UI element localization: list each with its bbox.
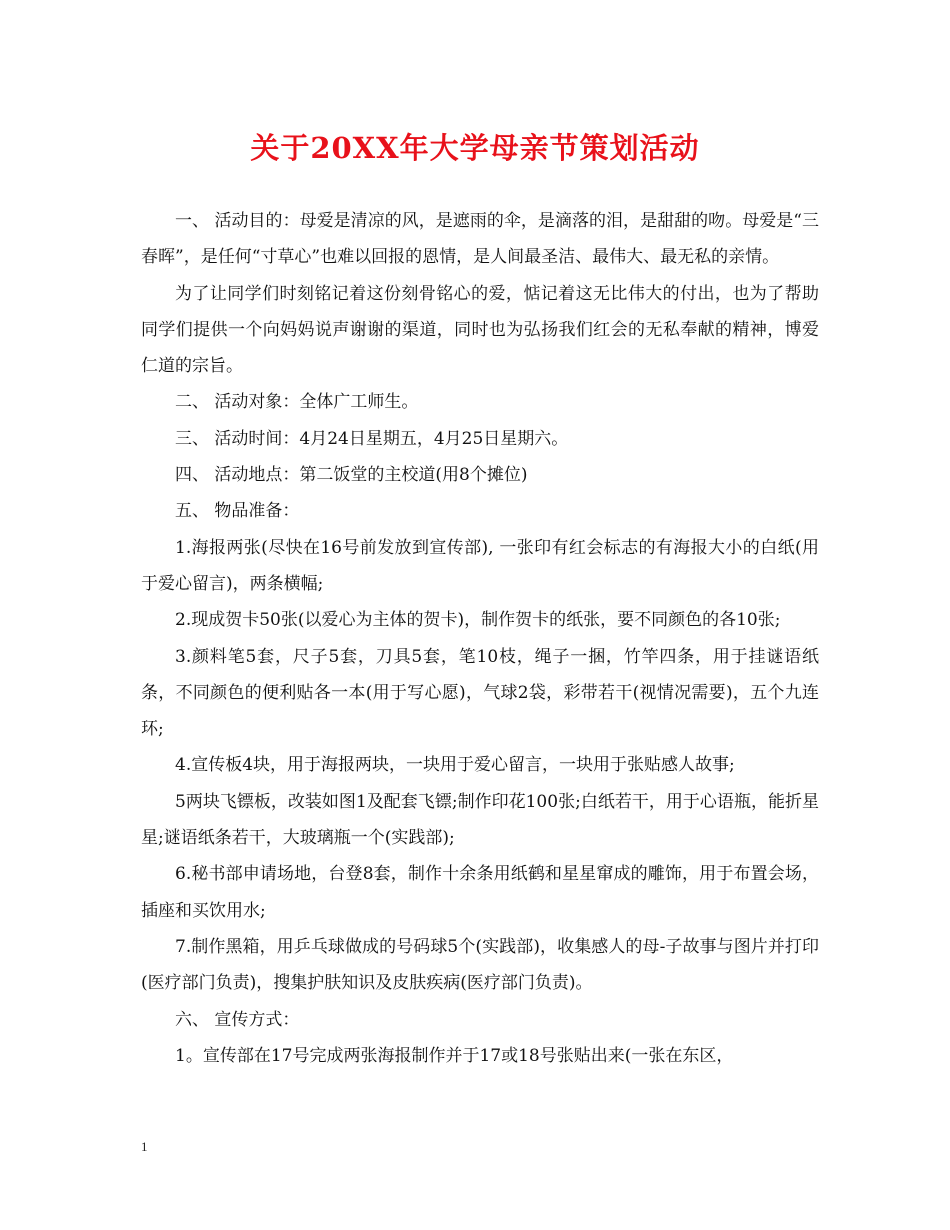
paragraph-promotion-1: 1。宣传部在17号完成两张海报制作并于17或18号张贴出来(一张在东区， bbox=[175, 1045, 734, 1066]
paragraph-materials-7: 7.制作黑箱，用乒乓球做成的号码球5个(实践部)，收集感人的母-子故事与图片并打印(医疗部门负责)，搜集护肤知识及皮肤疾病(医疗部门负责)。 bbox=[141, 936, 819, 994]
paragraph-purpose: 一、 活动目的：母爱是清凉的风，是遮雨的伞，是滴落的泪，是甜甜的吻。母爱是“三春晖”，是任何“寸草心”也难以回报的恩情，是人间最圣洁、最伟大、最无私的亲情。 bbox=[141, 211, 819, 268]
paragraph-materials-4: 4.宣传板4块，用于海报两块，一块用于爱心留言，一块用于张贴感人故事; bbox=[175, 755, 735, 776]
paragraph-purpose-detail: 为了让同学们时刻铭记着这份刻骨铭心的爱，惦记着这无比伟大的付出，也为了帮助同学们提供一个向妈妈说声谢谢的渠道，同时也为弘扬我们红会的无私奉献的精神，博爱仁道的宗旨。 bbox=[141, 283, 819, 377]
paragraph-materials-3: 3.颜料笔5套，尺子5套，刀具5套，笔10枝，绳子一捆，竹竿四条，用于挂谜语纸条，不同颜色的便利贴各一本(用于写心愿)，气球2袋，彩带若干(视情况需要)，五个九连环; bbox=[141, 646, 819, 740]
document-body bbox=[141, 203, 819, 1074]
page-number: 1 bbox=[141, 1139, 148, 1154]
paragraph-time: 三、 活动时间：4月24日星期五，4月25日星期六。 bbox=[175, 428, 569, 449]
paragraph-promotion-heading: 六、 宣传方式： bbox=[175, 1009, 300, 1030]
paragraph-materials-heading: 五、 物品准备： bbox=[175, 501, 300, 522]
paragraph-materials-5: 5两块飞镖板，改装如图1及配套飞镖;制作印花100张;白纸若干，用于心语瓶，能折星星;谜语纸条若干，大玻璃瓶一个(实践部); bbox=[141, 791, 819, 849]
paragraph-materials-2: 2.现成贺卡50张(以爱心为主体的贺卡)，制作贺卡的纸张，要不同颜色的各10张; bbox=[175, 610, 781, 631]
paragraph-location: 四、 活动地点：第二饭堂的主校道(用8个摊位) bbox=[175, 465, 528, 486]
paragraph-materials-6: 6.秘书部申请场地，台登8套，制作十余条用纸鹤和星星窜成的雕饰，用于布置会场，插座和买饮用水; bbox=[141, 864, 819, 921]
paragraph-materials-1: 1.海报两张(尽快在16号前发放到宣传部), 一张印有红会标志的有海报大小的白纸(用于爱心留言)，两条横幅; bbox=[141, 537, 819, 594]
paragraph-audience: 二、 活动对象：全体广工师生。 bbox=[175, 392, 419, 413]
document-title: 关于20XX年大学母亲节策划活动 bbox=[250, 131, 700, 165]
